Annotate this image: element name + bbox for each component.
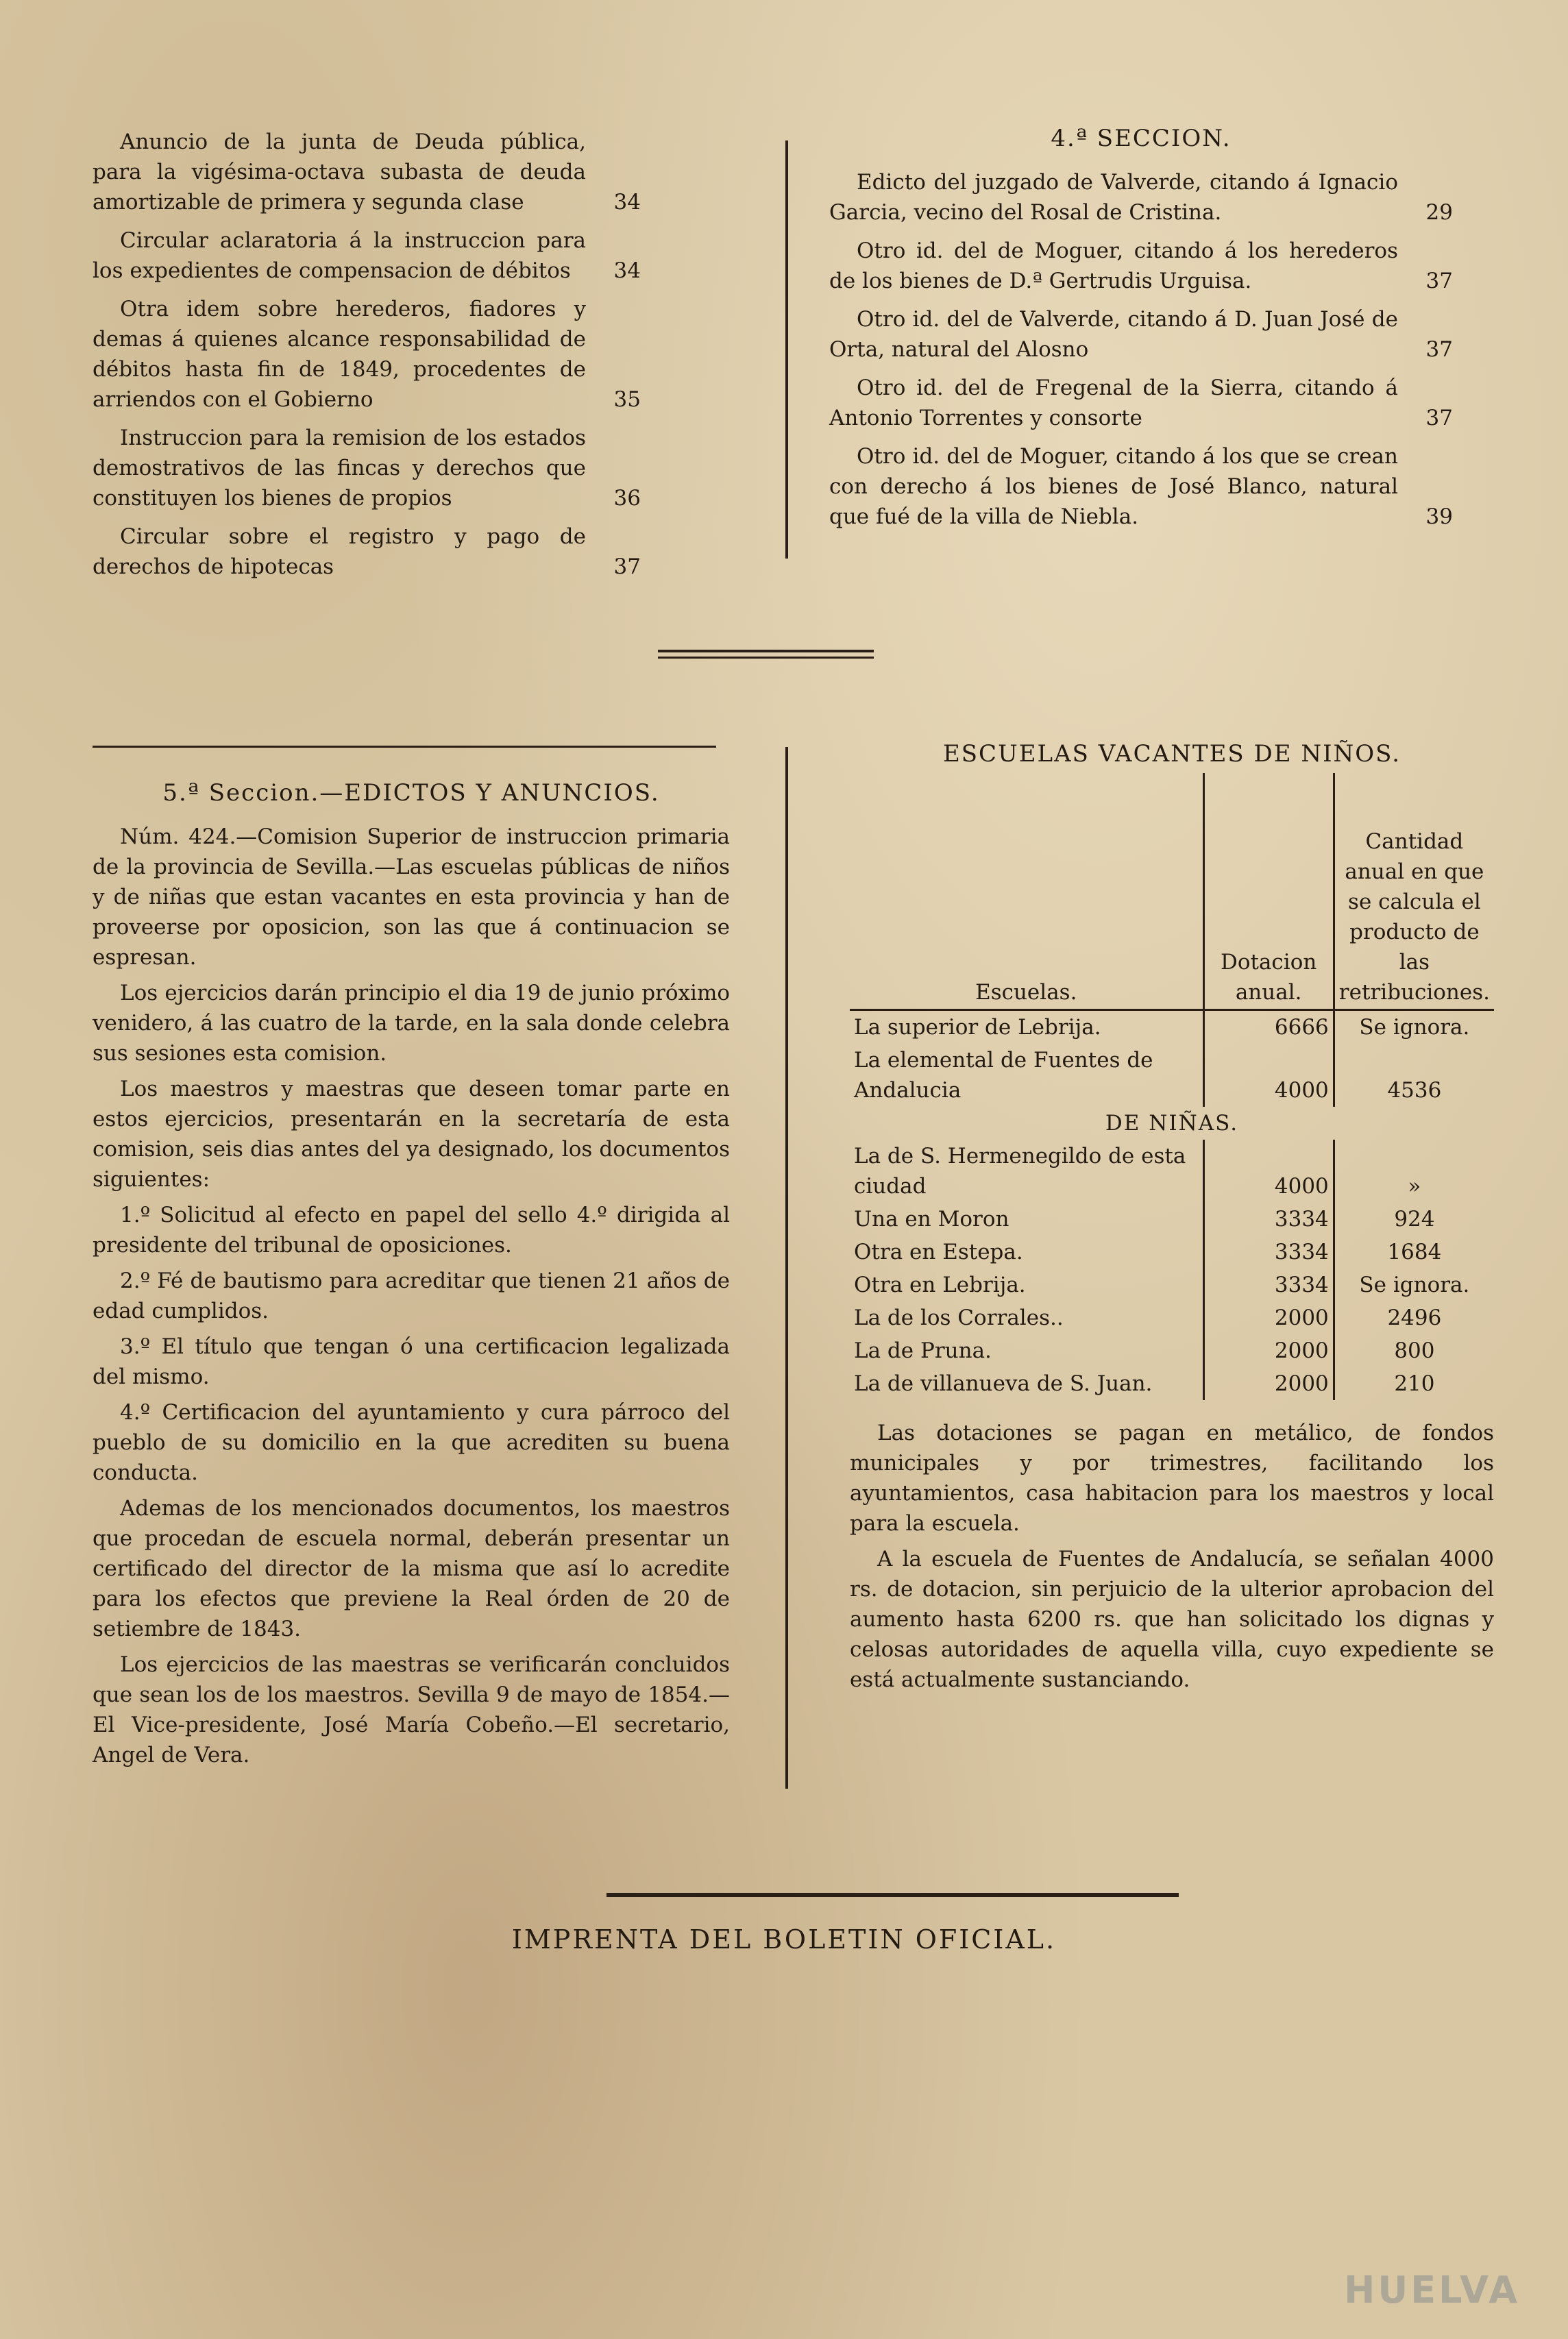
lower-left-top-rule [93,746,716,748]
cell-name: La de villanueva de S. Juan. [854,1371,1153,1396]
cell-name: Otra en Lebrija. [854,1273,1026,1297]
index-entry-page: 37 [1425,406,1453,430]
index-entry-page: 37 [1425,337,1453,362]
ninas-rows [850,1140,1494,1400]
archive-watermark-logo: HUELVA [1344,2268,1520,2312]
index-entry-page: 39 [1425,504,1453,529]
cell-retrib: » [1334,1140,1494,1203]
cell-retrib: 800 [1334,1334,1494,1367]
index-right-column [829,123,1453,540]
index-entry [93,522,641,582]
index-left-list [93,127,641,582]
table-row [850,1301,1494,1334]
cell-name: Otra en Estepa. [854,1240,1023,1264]
index-entry-page: 37 [1425,269,1453,293]
table-row [850,1010,1494,1044]
section5-paragraph: Los ejercicios darán principio el dia 19 de junio próximo venidero, á las cuatro de la tarde, en la sala donde celebra sus sesiones esta comision. [93,981,730,1066]
cell-retrib: 2496 [1334,1301,1494,1334]
table-row [850,1269,1494,1301]
index-entry [93,423,641,513]
section5-paragraph: 1.º Solicitud al efecto en papel del sello 4.º dirigida al presidente del tribunal de oposiciones. [93,1203,730,1258]
index-entry-page: 36 [613,486,641,511]
imprint-footer: IMPRENTA DEL BOLETIN OFICIAL. [511,1924,1057,1955]
cell-retrib: 924 [1334,1203,1494,1236]
escuelas-heading: ESCUELAS VACANTES DE NIÑOS. [942,740,1401,768]
table-row [850,1367,1494,1400]
footer-rule [607,1893,1179,1897]
index-entry [93,127,641,217]
cell-dotacion: 3334 [1203,1236,1334,1269]
cell-retrib: 210 [1334,1367,1494,1400]
table-row [850,1140,1494,1203]
section5-heading: 5.ª Seccion.—EDICTOS Y ANUNCIOS. [162,779,660,807]
col-retribuciones: Cantidad anual en que se calcula el producto de las retribuciones. [1334,773,1494,1010]
lower-column-divider [785,747,788,1789]
col-escuelas: Escuelas. [850,773,1203,1010]
escuelas-table [850,773,1494,1400]
cell-retrib: Se ignora. [1334,1269,1494,1301]
cell-dotacion: 2000 [1203,1367,1334,1400]
section5-paragraph: 2.º Fé de bautismo para acreditar que tienen 21 años de edad cumplidos. [93,1269,730,1323]
cell-name: La superior de Lebrija. [854,1015,1101,1040]
section5-paragraph: 3.º El título que tengan ó una certificacion legalizada del mismo. [93,1334,730,1389]
index-entry [829,236,1453,296]
index-right-list [829,167,1453,532]
cell-name: La de los Corrales.. [854,1306,1064,1330]
ninos-rows [850,1010,1494,1107]
cell-name: La de Pruna. [854,1338,992,1363]
index-entry-page: 35 [613,387,641,412]
index-entry [829,167,1453,228]
index-entry [93,225,641,286]
section5-paragraph: Los ejercicios de las maestras se verificarán concluidos que sean los de los maestros. Sevilla 9 de mayo de 1854.—El Vice-presidente, José María Cobeño.—El secretario, Angel de Vera. [93,1652,730,1767]
center-double-rule-top [658,650,874,652]
index-entry [93,294,641,415]
escuelas-note: Las dotaciones se pagan en metálico, de fondos municipales y por trimestres, facilitando los ayuntamientos, casa habitacion para los maestros y local para la escuela. [850,1421,1494,1536]
cell-dotacion: 4000 [1203,1140,1334,1203]
cell-dotacion: 3334 [1203,1269,1334,1301]
index-left-column [93,127,641,590]
section4-heading: 4.ª SECCION. [1051,125,1232,152]
index-entry-text: Circular aclaratoria á la instruccion para los expedientes de compensacion de débitos [93,228,586,283]
cell-retrib: Se ignora. [1334,1010,1494,1044]
section5-column [93,778,730,1776]
escuelas-note: A la escuela de Fuentes de Andalucía, se señalan 4000 rs. de dotacion, sin perjuicio de la ulterior aprobacion del aumento hasta 6200 rs. que han solicitado los dignas y celosas autoridades de aquella villa, cuyo expediente se está actualmente sustanciando. [850,1547,1494,1692]
cell-name: La de S. Hermenegildo de esta ciudad [854,1144,1186,1199]
index-entry-page: 37 [613,554,641,579]
cell-name: La elemental de Fuentes de Andalucia [854,1048,1153,1103]
cell-dotacion: 4000 [1203,1044,1334,1107]
index-entry-text: Otra idem sobre herederos, fiadores y demas á quienes alcance responsabilidad de débitos hasta fin de 1849, procedentes de arriendos con el Gobierno [93,297,586,412]
index-entry-text: Circular sobre el registro y pago de derechos de hipotecas [93,524,586,579]
cell-retrib: 4536 [1334,1044,1494,1107]
section5-paragraph: Ademas de los mencionados documentos, los maestros que procedan de escuela normal, deberán presentar un certificado del director de la misma que así lo acredite para los efectos que previene la Real órden de 20 de setiembre de 1843. [93,1496,730,1641]
section5-body [93,822,730,1770]
table-row [850,1203,1494,1236]
table-row [850,1044,1494,1107]
index-entry-text: Otro id. del de Moguer, citando á los herederos de los bienes de D.ª Gertrudis Urguisa. [829,238,1398,293]
cell-name: Una en Moron [854,1207,1009,1232]
cell-retrib: 1684 [1334,1236,1494,1269]
table-row [850,1236,1494,1269]
cell-dotacion: 2000 [1203,1301,1334,1334]
escuelas-notes [850,1418,1494,1695]
cell-dotacion: 6666 [1203,1010,1334,1044]
index-entry-text: Otro id. del de Valverde, citando á D. Juan José de Orta, natural del Alosno [829,307,1398,362]
index-entry [829,304,1453,365]
col-dotacion: Dotacion anual. [1203,773,1334,1010]
index-entry-page: 34 [613,190,641,215]
center-double-rule-bottom [658,657,874,659]
index-entry-text: Anuncio de la junta de Deuda pública, para la vigésima-octava subasta de deuda amortizable de primera y segunda clase [93,130,586,215]
index-entry-text: Otro id. del de Fregenal de la Sierra, citando á Antonio Torrentes y consorte [829,376,1398,430]
section5-paragraph: Núm. 424.—Comision Superior de instruccion primaria de la provincia de Sevilla.—Las escuelas públicas de niños y de niñas que estan vacantes en esta provincia y han de proveerse por oposicion, son las que á continuacion se espresan. [93,824,730,970]
section5-paragraph: Los maestros y maestras que deseen tomar parte en estos ejercicios, presentarán en la secretaría de esta comision, seis dias antes del ya designado, los documentos siguientes: [93,1077,730,1192]
cell-dotacion: 3334 [1203,1203,1334,1236]
escuelas-column [850,739,1494,1700]
index-entry-text: Otro id. del de Moguer, citando á los que se crean con derecho á los bienes de José Blanco, natural que fué de la villa de Niebla. [829,444,1398,529]
index-entry-page: 29 [1425,200,1453,225]
top-column-divider [785,140,788,559]
table-row [850,1334,1494,1367]
index-entry-page: 34 [613,258,641,283]
index-entry [829,441,1453,532]
section5-paragraph: 4.º Certificacion del ayuntamiento y cura párroco del pueblo de su domicilio en la que acrediten su buena conducta. [93,1400,730,1485]
index-entry-text: Instruccion para la remision de los estados demostrativos de las fincas y derechos que constituyen los bienes de propios [93,426,586,511]
cell-dotacion: 2000 [1203,1334,1334,1367]
index-entry-text: Edicto del juzgado de Valverde, citando á Ignacio Garcia, vecino del Rosal de Cristina. [829,170,1398,225]
ninas-heading: DE NIÑAS. [1105,1111,1239,1136]
index-entry [829,373,1453,433]
